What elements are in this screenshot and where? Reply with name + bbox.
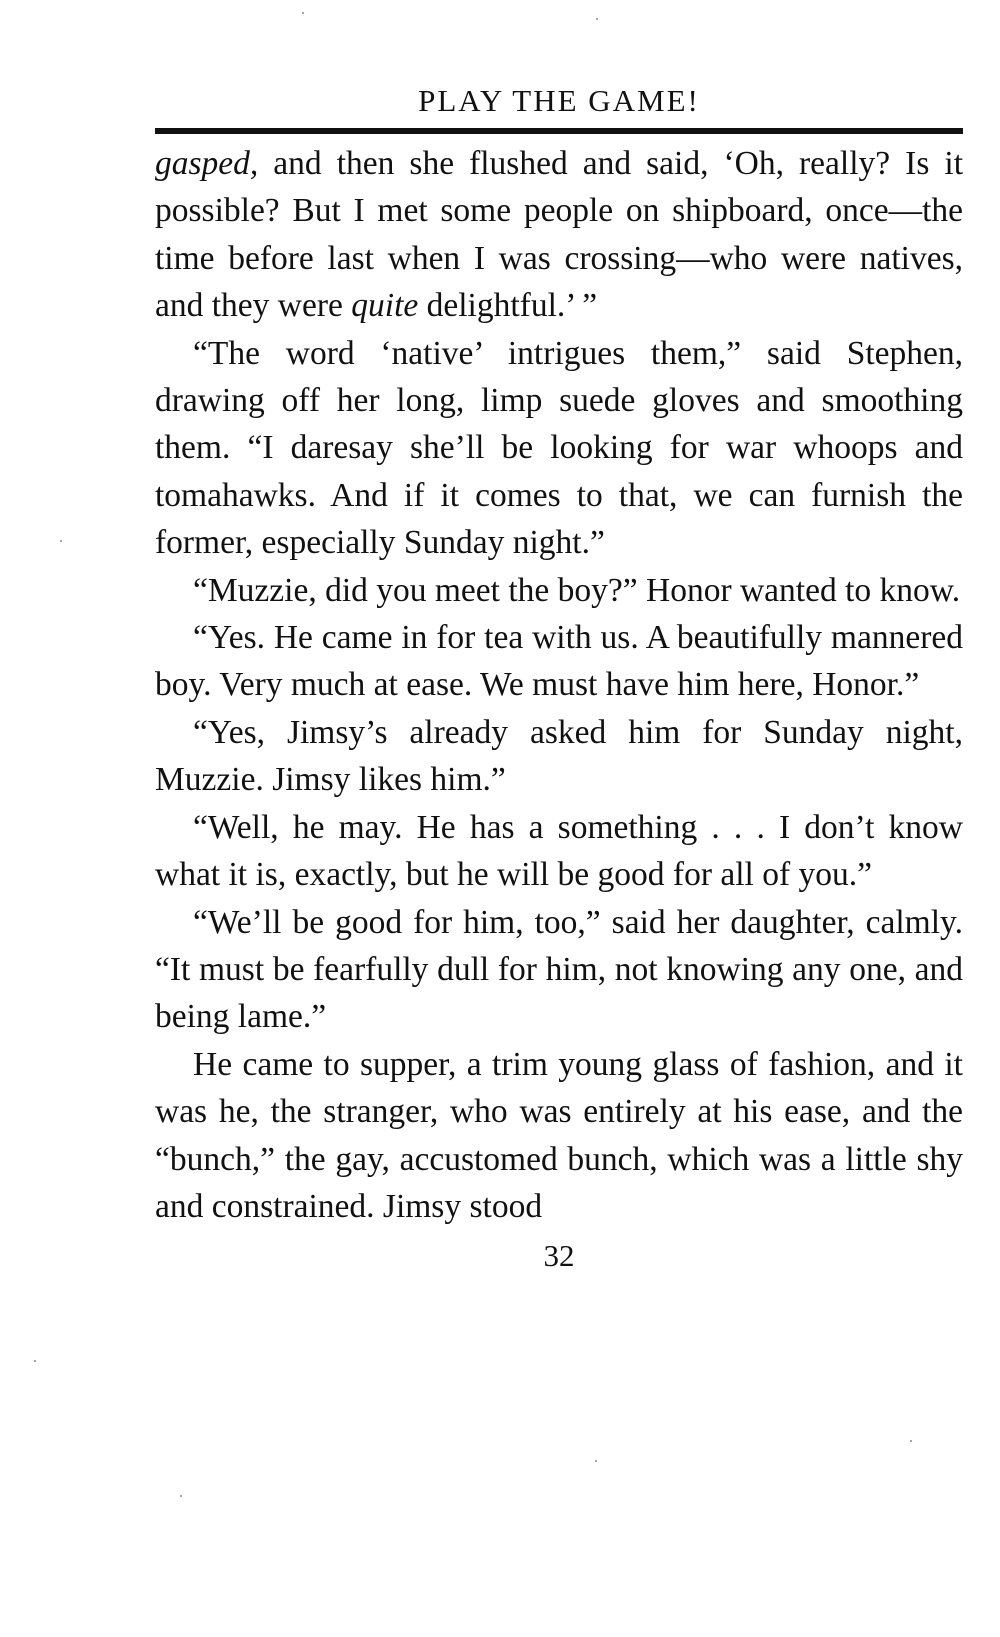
scan-speck (596, 18, 598, 20)
book-page (155, 78, 963, 1278)
running-head: PLAY THE GAME! (418, 83, 700, 118)
page-number: 32 (543, 1238, 575, 1274)
scan-speck (302, 12, 304, 14)
scan-speck (34, 1360, 36, 1362)
paragraph (155, 330, 963, 567)
text-run: He came to supper, a trim young glass of fashion, and it was he, the stranger, who was entirely at his ease, and the “bunch,” the gay, accustomed bunch, which was a little shy and constrained. Jimsy stood (155, 1045, 963, 1225)
text-run: and then she flushed and said, ‘Oh, really? Is it possible? But I met some people on shipboard, once—the time before last when I was crossing—who were natives, and they were (155, 145, 963, 325)
text-run: “The word ‘native’ intrigues them,” said Stephen, drawing off her long, limp suede gloves and smoothing them. “I daresay she’ll be looking for war whoops and tomahawks. And if it comes to that, we can furnish the former, especially Sunday night.” (155, 334, 963, 562)
text-run: “Muzzie, did you meet the boy?” Honor wanted to know. (193, 571, 961, 609)
text-run: “Yes. He came in for tea with us. A beautifully mannered boy. Very much at ease. We must have him here, Honor.” (155, 619, 963, 704)
italic-text: quite (351, 287, 419, 325)
scan-speck (60, 540, 62, 542)
paragraph (155, 1041, 963, 1231)
scan-speck (180, 1495, 182, 1497)
body-text (155, 140, 963, 1230)
paragraph (155, 614, 963, 709)
paragraph (155, 899, 963, 1041)
italic-text: gasped, (155, 145, 259, 182)
paragraph (155, 804, 963, 899)
scan-speck (595, 1460, 597, 1462)
text-run: “Yes, Jimsy’s already asked him for Sunday night, Muzzie. Jimsy likes him.” (155, 713, 963, 799)
text-run: “We’ll be good for him, too,” said her daughter, calmly. “It must be fearfully dull for him, not knowing any one, and being lame.” (155, 903, 963, 1036)
paragraph (155, 709, 963, 804)
scan-speck (910, 1440, 912, 1442)
text-run: delightful.’ ” (418, 287, 598, 325)
paragraph (155, 567, 963, 614)
paragraph (155, 140, 963, 330)
text-run: “Well, he may. He has a something . . . I don’t know what it is, exactly, but he will be good for all of you.” (155, 808, 963, 894)
header-rule (155, 128, 963, 134)
